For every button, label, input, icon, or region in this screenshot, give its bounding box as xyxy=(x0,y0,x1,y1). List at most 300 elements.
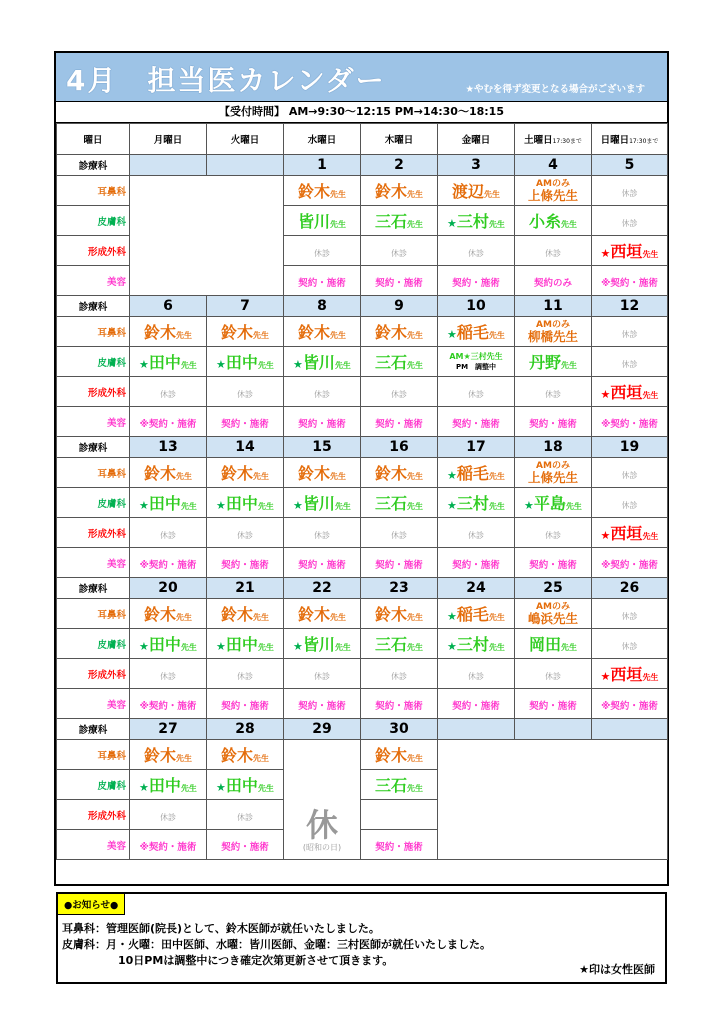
schedule-cell xyxy=(515,347,592,377)
schedule-cell xyxy=(207,659,284,689)
doctor-surname: 田中 xyxy=(225,635,258,654)
weekday-header xyxy=(515,124,592,155)
doctor-suffix: 先生 xyxy=(561,643,577,652)
beauty-note: ※契約・施術 xyxy=(601,278,658,289)
doctor-surname: 平島 xyxy=(533,494,566,513)
doctor-surname: 鈴木 xyxy=(374,464,407,483)
schedule-cell xyxy=(130,830,207,860)
schedule-cell xyxy=(361,488,438,518)
doctor-name xyxy=(216,635,274,654)
schedule-cell xyxy=(592,347,668,377)
doctor-surname: 鈴木 xyxy=(143,464,176,483)
doctor-surname: 鈴木 xyxy=(143,605,176,624)
schedule-cell xyxy=(207,770,284,800)
row-label: 耳鼻科 xyxy=(57,458,130,488)
doctor-surname: 田中 xyxy=(148,635,181,654)
schedule-cell xyxy=(284,266,361,296)
schedule-cell xyxy=(592,548,668,578)
beauty-note: 契約・施術 xyxy=(298,419,346,430)
doctor-suffix: 先生 xyxy=(407,190,423,199)
date-cell: 24 xyxy=(438,578,515,599)
doctor-surname: 渡辺 xyxy=(451,182,484,201)
doctor-surname: 田中 xyxy=(225,776,258,795)
weekday-header xyxy=(207,124,284,155)
date-cell: 28 xyxy=(207,719,284,740)
doctor-name xyxy=(375,605,423,624)
row-label: 美容 xyxy=(57,407,130,437)
date-cell: 21 xyxy=(207,578,284,599)
closed-label: 休診 xyxy=(314,249,330,258)
schedule-cell xyxy=(207,800,284,830)
schedule-cell xyxy=(207,740,284,770)
doctor-surname: 三石 xyxy=(374,353,407,372)
schedule-cell xyxy=(207,830,284,860)
holiday-name: (昭和の日) xyxy=(302,843,342,852)
row-label: 形成外科 xyxy=(57,659,130,689)
schedule-cell xyxy=(515,488,592,518)
doctor-suffix: 先生 xyxy=(176,613,192,622)
date-cell: 2 xyxy=(361,155,438,176)
doctor-surname: 西垣 xyxy=(610,383,643,402)
doctor-name xyxy=(601,665,659,684)
date-cell: 13 xyxy=(130,437,207,458)
doctor-name xyxy=(298,182,346,201)
row-label: 耳鼻科 xyxy=(57,740,130,770)
doctor-name xyxy=(293,353,351,372)
doctor-name xyxy=(375,353,423,372)
schedule-cell xyxy=(361,176,438,206)
beauty-note: 契約・施術 xyxy=(452,701,500,712)
female-star-icon: ★ xyxy=(139,640,149,653)
beauty-note: ※契約・施術 xyxy=(139,701,197,712)
doctor-name xyxy=(139,353,197,372)
schedule-cell xyxy=(515,206,592,236)
doctor-surname: 鈴木 xyxy=(143,746,176,765)
doctor-surname: 三村 xyxy=(456,212,489,231)
calendar-table xyxy=(56,123,668,860)
schedule-cell xyxy=(438,599,515,629)
schedule-cell xyxy=(361,599,438,629)
beauty-note: 契約・施術 xyxy=(375,419,423,430)
department-label: 診療科 xyxy=(57,155,130,176)
doctor-suffix: 先生 xyxy=(180,643,197,652)
closed-label: 休診 xyxy=(621,219,638,228)
doctor-suffix: 先生 xyxy=(330,613,346,622)
schedule-cell xyxy=(592,407,668,437)
doctor-suffix: 先生 xyxy=(407,613,423,622)
female-star-icon: ★ xyxy=(600,247,611,260)
schedule-cell xyxy=(361,377,438,407)
doctor-suffix: 先生 xyxy=(561,361,577,370)
beauty-row xyxy=(57,548,668,578)
doctor-name: 柳橋先生 xyxy=(527,328,578,344)
beauty-row xyxy=(57,407,668,437)
closed-label: 休診 xyxy=(391,390,407,399)
date-cell xyxy=(130,155,207,176)
am-only-note: AMのみ xyxy=(536,319,570,330)
am-doctor-note: AM★三村先生 xyxy=(449,351,503,361)
date-cell: 1 xyxy=(284,155,361,176)
female-star-icon: ★ xyxy=(447,640,457,653)
doctor-surname: 鈴木 xyxy=(220,464,253,483)
beauty-note: ※契約・施術 xyxy=(139,560,197,571)
doctor-suffix: 先生 xyxy=(257,502,274,511)
beauty-note: ※契約・施術 xyxy=(139,419,197,430)
doctor-surname: 西垣 xyxy=(610,524,643,543)
schedule-cell xyxy=(515,458,592,488)
beauty-note: ※契約・施術 xyxy=(601,560,658,571)
beauty-note: 契約・施術 xyxy=(529,560,577,571)
schedule-cell xyxy=(130,347,207,377)
female-star-icon: ★ xyxy=(293,499,303,512)
am-only-note: AMのみ xyxy=(536,178,570,189)
schedule-cell xyxy=(438,458,515,488)
doctor-name xyxy=(529,353,577,372)
doctor-suffix: 先生 xyxy=(407,643,423,652)
ent-row xyxy=(57,317,668,347)
date-cell: 7 xyxy=(207,296,284,317)
date-cell: 9 xyxy=(361,296,438,317)
doctor-surname: 三村 xyxy=(456,494,489,513)
doctor-name xyxy=(601,242,659,261)
date-cell: 4 xyxy=(515,155,592,176)
doctor-surname: 三石 xyxy=(374,776,407,795)
title-bar xyxy=(56,53,667,102)
row-label: 美容 xyxy=(57,689,130,719)
doctor-name xyxy=(298,464,346,483)
date-cell: 22 xyxy=(284,578,361,599)
row-label: 皮膚科 xyxy=(57,488,130,518)
schedule-cell xyxy=(592,458,668,488)
schedule-cell xyxy=(284,206,361,236)
date-cell: 11 xyxy=(515,296,592,317)
doctor-suffix: 先生 xyxy=(176,472,192,481)
schedule-cell xyxy=(130,317,207,347)
doctor-suffix: 先生 xyxy=(257,361,274,370)
female-star-icon: ★ xyxy=(447,217,457,230)
closed-label: 休診 xyxy=(314,672,330,681)
doctor-name xyxy=(221,323,269,342)
doctor-suffix: 先生 xyxy=(253,754,269,763)
row-label: 美容 xyxy=(57,830,130,860)
schedule-cell xyxy=(361,659,438,689)
doctor-name xyxy=(529,212,577,231)
weekday-header xyxy=(592,124,668,155)
dermatology-row xyxy=(57,488,668,518)
schedule-cell xyxy=(515,659,592,689)
day-column-header: 曜日 xyxy=(57,124,130,155)
closed-label: 休診 xyxy=(545,531,561,540)
schedule-cell xyxy=(207,377,284,407)
date-cell: 29 xyxy=(284,719,361,740)
date-cell-empty xyxy=(515,719,592,740)
doctor-name: 嶋浜先生 xyxy=(527,610,578,626)
female-star-icon: ★ xyxy=(524,499,534,512)
doctor-surname: 西垣 xyxy=(610,665,643,684)
female-star-icon: ★ xyxy=(293,358,303,371)
schedule-cell xyxy=(284,317,361,347)
doctor-suffix: 先生 xyxy=(180,361,197,370)
date-cell: 20 xyxy=(130,578,207,599)
beauty-row xyxy=(57,689,668,719)
schedule-cell xyxy=(438,206,515,236)
doctor-name xyxy=(144,464,192,483)
doctor-surname: 鈴木 xyxy=(374,182,407,201)
schedule-cell xyxy=(284,518,361,548)
date-cell: 27 xyxy=(130,719,207,740)
doctor-surname: 皆川 xyxy=(302,494,335,513)
schedule-cell xyxy=(284,488,361,518)
doctor-name xyxy=(139,494,197,513)
schedule-cell xyxy=(361,548,438,578)
weekday-label: 土曜日 xyxy=(524,135,553,146)
doctor-name xyxy=(375,323,423,342)
closed-label: 休診 xyxy=(468,672,484,681)
doctor-suffix: 先生 xyxy=(642,532,659,541)
holiday-cell xyxy=(284,740,361,860)
doctor-surname: 西垣 xyxy=(610,242,643,261)
female-star-icon: ★ xyxy=(139,499,149,512)
closed-label: 休診 xyxy=(621,360,638,369)
doctor-suffix: 先生 xyxy=(642,391,659,400)
schedule-cell xyxy=(207,629,284,659)
doctor-surname: 鈴木 xyxy=(297,464,330,483)
beauty-note: 契約・施術 xyxy=(452,419,500,430)
date-cell: 8 xyxy=(284,296,361,317)
schedule-cell xyxy=(515,548,592,578)
schedule-cell xyxy=(130,488,207,518)
doctor-suffix: 先生 xyxy=(565,502,582,511)
doctor-surname: 鈴木 xyxy=(374,746,407,765)
female-star-icon: ★ xyxy=(216,499,226,512)
row-label: 美容 xyxy=(57,548,130,578)
closed-label: 休診 xyxy=(468,249,484,258)
schedule-cell xyxy=(361,629,438,659)
weekday-header xyxy=(438,124,515,155)
weekday-header xyxy=(130,124,207,155)
doctor-name xyxy=(298,605,346,624)
schedule-cell xyxy=(130,740,207,770)
closed-label: 休診 xyxy=(237,531,253,540)
doctor-name xyxy=(447,464,505,483)
doctor-suffix: 先生 xyxy=(334,643,351,652)
ent-row xyxy=(57,599,668,629)
doctor-suffix: 先生 xyxy=(176,331,192,340)
doctor-name xyxy=(375,746,423,765)
doctor-surname: 小糸 xyxy=(528,212,561,231)
beauty-note: 契約・施術 xyxy=(529,701,577,712)
doctor-surname: 三石 xyxy=(374,635,407,654)
doctor-suffix: 先生 xyxy=(407,754,423,763)
doctor-surname: 田中 xyxy=(225,353,258,372)
closed-label: 休診 xyxy=(391,249,407,258)
doctor-name xyxy=(298,323,346,342)
closed-label: 休診 xyxy=(160,672,176,681)
schedule-cell xyxy=(207,407,284,437)
doctor-suffix: 先生 xyxy=(334,502,351,511)
doctor-name xyxy=(139,635,197,654)
schedule-cell xyxy=(515,518,592,548)
doctor-name xyxy=(293,494,351,513)
sunday-hours-note: 17:30まで xyxy=(629,138,659,145)
date-cell: 5 xyxy=(592,155,668,176)
schedule-cell xyxy=(592,488,668,518)
closed-label: 休診 xyxy=(160,390,176,399)
notice-box xyxy=(56,892,667,984)
doctor-name xyxy=(375,635,423,654)
doctor-name xyxy=(221,746,269,765)
holiday-mark: 休 xyxy=(305,806,338,844)
doctor-suffix: 先生 xyxy=(407,331,423,340)
schedule-cell xyxy=(207,599,284,629)
doctor-surname: 三石 xyxy=(374,212,407,231)
female-star-icon: ★ xyxy=(600,388,611,401)
doctor-suffix: 先生 xyxy=(407,502,423,511)
schedule-cell xyxy=(361,206,438,236)
doctor-surname: 稲毛 xyxy=(456,464,489,483)
doctor-name xyxy=(216,776,274,795)
notice-line-ent: 耳鼻科：管理医師(院長)として、鈴木医師が就任いたしました。 xyxy=(62,922,380,935)
schedule-cell xyxy=(438,518,515,548)
female-star-icon: ★ xyxy=(447,499,457,512)
row-label: 形成外科 xyxy=(57,236,130,266)
empty-cell xyxy=(438,740,668,860)
date-cell: 10 xyxy=(438,296,515,317)
plastic-surgery-row xyxy=(57,659,668,689)
doctor-suffix: 先生 xyxy=(488,220,505,229)
schedule-cell xyxy=(284,377,361,407)
female-star-icon: ★ xyxy=(293,640,303,653)
schedule-cell xyxy=(592,317,668,347)
closed-label: 休診 xyxy=(237,390,253,399)
schedule-cell xyxy=(515,266,592,296)
row-label: 皮膚科 xyxy=(57,347,130,377)
row-label: 形成外科 xyxy=(57,518,130,548)
female-star-icon: ★ xyxy=(216,358,226,371)
date-cell: 30 xyxy=(361,719,438,740)
schedule-cell xyxy=(361,518,438,548)
doctor-surname: 鈴木 xyxy=(297,182,330,201)
closed-label: 休診 xyxy=(160,813,176,822)
schedule-cell xyxy=(284,458,361,488)
schedule-cell xyxy=(130,458,207,488)
reception-hours: 【受付時間】 AM→9:30～12:15 PM→14:30～18:15 xyxy=(56,102,667,123)
weekday-label: 日曜日 xyxy=(600,135,630,146)
plastic-surgery-row xyxy=(57,518,668,548)
department-label: 診療科 xyxy=(57,437,130,458)
department-label: 診療科 xyxy=(57,296,130,317)
schedule-cell xyxy=(207,317,284,347)
doctor-suffix: 先生 xyxy=(330,190,346,199)
closed-label: 休診 xyxy=(545,249,561,258)
ent-row xyxy=(57,458,668,488)
doctor-suffix: 先生 xyxy=(180,502,197,511)
schedule-cell xyxy=(592,518,668,548)
schedule-cell xyxy=(515,407,592,437)
doctor-suffix: 先生 xyxy=(407,361,423,370)
doctor-surname: 鈴木 xyxy=(220,746,253,765)
date-cell: 17 xyxy=(438,437,515,458)
schedule-cell xyxy=(592,629,668,659)
closed-label: 休診 xyxy=(237,672,253,681)
schedule-cell xyxy=(130,518,207,548)
notice-line-derm: 皮膚科：月・火曜：田中医師、水曜：皆川医師、金曜：三村医師が就任いたしました。 xyxy=(62,938,491,951)
date-cell: 12 xyxy=(592,296,668,317)
closed-label: 休診 xyxy=(621,501,638,510)
closed-label: 休診 xyxy=(621,330,638,339)
doctor-name: 上條先生 xyxy=(527,187,578,203)
doctor-surname: 田中 xyxy=(148,353,181,372)
female-star-icon: ★ xyxy=(216,640,226,653)
female-star-icon: ★ xyxy=(447,469,457,482)
schedule-cell xyxy=(361,740,438,770)
schedule-cell xyxy=(515,236,592,266)
date-cell: 3 xyxy=(438,155,515,176)
doctor-surname: 稲毛 xyxy=(456,323,489,342)
schedule-cell xyxy=(592,599,668,629)
doctor-name: 上條先生 xyxy=(527,469,578,485)
schedule-cell xyxy=(284,176,361,206)
schedule-cell xyxy=(207,518,284,548)
schedule-cell xyxy=(438,236,515,266)
beauty-note: 契約・施術 xyxy=(529,419,577,430)
doctor-surname: 田中 xyxy=(225,494,258,513)
doctor-name xyxy=(447,605,505,624)
schedule-cell xyxy=(207,548,284,578)
doctor-name xyxy=(221,464,269,483)
closed-label: 休診 xyxy=(468,531,484,540)
date-cell: 15 xyxy=(284,437,361,458)
beauty-note: 契約・施術 xyxy=(298,701,346,712)
beauty-note: 契約・施術 xyxy=(221,701,269,712)
beauty-note: 契約のみ xyxy=(533,278,572,289)
weekday-label: 金曜日 xyxy=(461,135,491,146)
schedule-cell xyxy=(438,689,515,719)
female-star-icon: ★ xyxy=(216,781,226,794)
date-cell: 26 xyxy=(592,578,668,599)
schedule-cell xyxy=(130,377,207,407)
date-cell xyxy=(207,155,284,176)
doctor-suffix: 先生 xyxy=(257,784,274,793)
date-cell: 16 xyxy=(361,437,438,458)
doctor-name xyxy=(375,464,423,483)
doctor-suffix: 先生 xyxy=(407,472,423,481)
schedule-cell xyxy=(130,659,207,689)
doctor-suffix: 先生 xyxy=(330,220,346,229)
closed-label: 休診 xyxy=(545,672,561,681)
beauty-note: 契約・施術 xyxy=(375,842,423,853)
empty-cell xyxy=(130,176,284,296)
schedule-cell xyxy=(284,407,361,437)
weekday-label: 火曜日 xyxy=(230,135,260,146)
beauty-note: 契約・施術 xyxy=(221,560,269,571)
schedule-cell xyxy=(592,377,668,407)
doctor-name xyxy=(293,635,351,654)
beauty-note: 契約・施術 xyxy=(298,560,346,571)
dermatology-row xyxy=(57,629,668,659)
department-label: 診療科 xyxy=(57,719,130,740)
doctor-suffix: 先生 xyxy=(176,754,192,763)
doctor-name xyxy=(375,494,423,513)
doctor-name xyxy=(221,605,269,624)
beauty-note: 契約・施術 xyxy=(375,701,423,712)
schedule-cell xyxy=(592,659,668,689)
beauty-note: 契約・施術 xyxy=(375,560,423,571)
doctor-surname: 鈴木 xyxy=(220,605,253,624)
row-label: 耳鼻科 xyxy=(57,176,130,206)
doctor-name xyxy=(524,494,582,513)
beauty-note: ※契約・施術 xyxy=(139,842,197,853)
